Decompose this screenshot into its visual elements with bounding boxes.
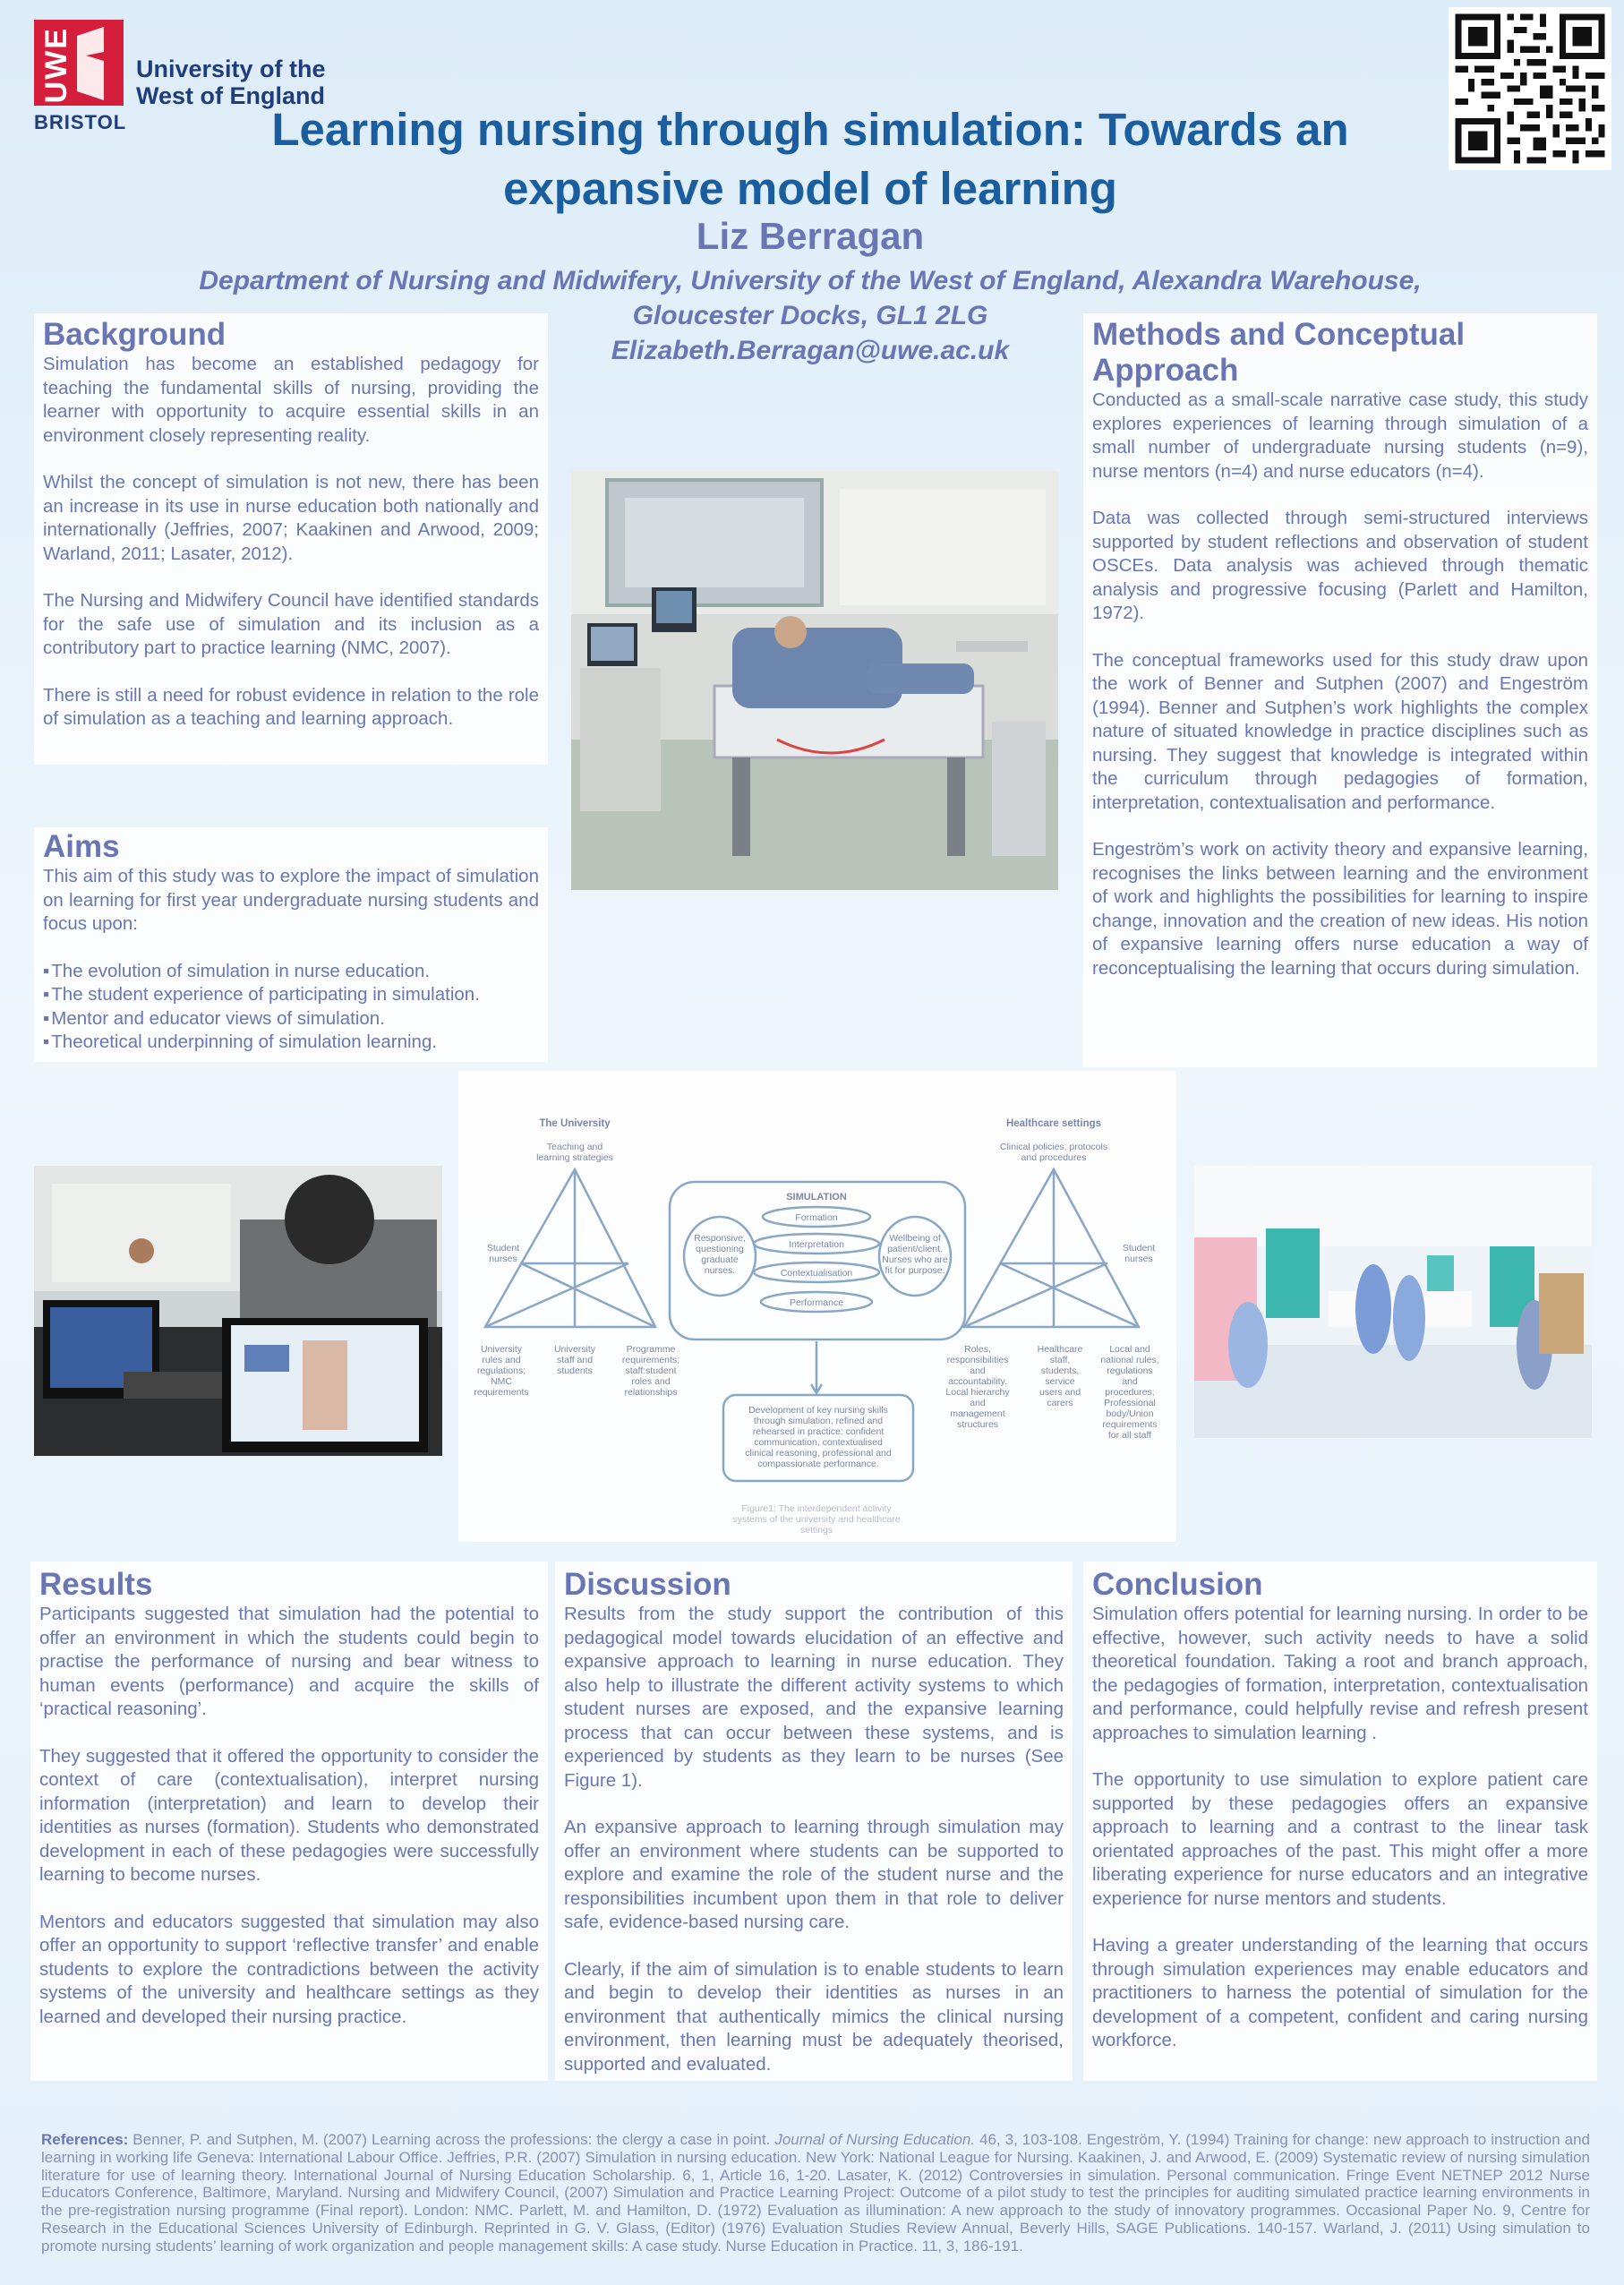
svg-text:nurses.: nurses.	[704, 1265, 736, 1276]
simulation-ward-photo	[571, 471, 1058, 890]
figure-caption: Figure1: The interdependent activity	[741, 1503, 892, 1514]
svg-text:fit for purpose.: fit for purpose.	[885, 1265, 945, 1276]
svg-text:patient/client.: patient/client.	[887, 1244, 943, 1254]
list-item: ▪ The evolution of simulation in nurse education.	[43, 960, 539, 984]
paragraph: Simulation offers potential for learning nursing. In order to be effective, however, such activity needs to have a solid theoretical foundation. Taking a root and branch approach, the pedagogies of formation, interpretation, contextualisation and performance, could helpfully revise and refresh present approaches to simulation learning .	[1092, 1604, 1588, 1743]
svg-text:systems of the university and: systems of the university and healthcare	[732, 1514, 901, 1525]
paragraph: Mentors and educators suggested that simulation may also offer an opportunity to support ‘reflective transfer’ and enable students to explore the contradictions between the activity systems of the university and healthcare settings as they learned and developed their nursing practice.	[39, 1911, 539, 2027]
svg-text:regulations;: regulations;	[476, 1365, 526, 1376]
svg-text:and procedures: and procedures	[1021, 1152, 1087, 1163]
svg-text:carers: carers	[1047, 1398, 1073, 1408]
activity-systems-figure	[458, 1071, 1176, 1542]
svg-text:Wellbeing of: Wellbeing of	[889, 1233, 941, 1244]
svg-text:staff,: staff,	[1049, 1355, 1071, 1365]
svg-text:nurses: nurses	[489, 1254, 517, 1264]
svg-text:staff and: staff and	[556, 1355, 594, 1365]
aims-section	[34, 827, 548, 1062]
paragraph: Data was collected through semi-structured interviews supported by student reflections and observation of student OSCEs. Data analysis was achieved through thematic analysis and progressive focusing (Parlett and Hamilton, 1972).	[1092, 508, 1588, 623]
svg-text:Local and: Local and	[1109, 1344, 1150, 1355]
list-item: ▪ Theoretical underpinning of simulation learning.	[43, 1031, 539, 1055]
paragraph: Results from the study support the contribution of this pedagogical model towards elucidation of an effective and expansive approach to learning in nurse education. They also help to illustrate the different activity systems to which student nurses are exposed, and the expansive learning process that can occur between these systems, and is experienced by students as they learn to be nurses (See Figure 1).	[564, 1604, 1064, 1791]
aims-list	[43, 960, 539, 1055]
svg-text:national rules,: national rules,	[1100, 1355, 1159, 1365]
svg-text:rehearsed in practice: confide: rehearsed in practice: confident	[752, 1426, 885, 1437]
list-item: ▪ The student experience of participating in simulation.	[43, 983, 539, 1007]
logo-mark	[34, 20, 124, 106]
svg-text:students: students	[557, 1365, 593, 1376]
svg-text:requirements: requirements	[474, 1387, 529, 1398]
svg-text:University: University	[480, 1344, 523, 1355]
svg-text:Professional: Professional	[1104, 1398, 1156, 1408]
paragraph: Whilst the concept of simulation is not new, there has been an increase in its use in nurse education both nationally and internationally (Jeffries, 2007; Kaakinen and Arwood, 2009; Warland, 2011; Lasater, 2012).	[43, 472, 539, 564]
svg-text:questioning: questioning	[696, 1244, 744, 1254]
svg-text:settings: settings	[799, 1525, 833, 1536]
svg-text:Performance: Performance	[789, 1297, 844, 1308]
paragraph: The conceptual frameworks used for this study draw upon the work of Benner and Sutphen (2007) and Engeström (1994). Benner and Sutphen’s work highlights the complex nature of situated knowledge in practice disciplines such as nursing. They suggest that knowledge is integrated within the curriculum through pedagogies of formation, interpretation, contextualisation and performance.	[1092, 649, 1588, 813]
figure-label: Healthcare settings	[1005, 1118, 1102, 1129]
paragraph: Clearly, if the aim of simulation is to enable students to learn and begin to develop their identities as nurses in an environment that authentically mimics the clinical nursing environment, then learning must be adequately theorised, supported and evaluated.	[564, 1958, 1064, 2075]
svg-text:Student: Student	[1122, 1243, 1156, 1254]
svg-text:clinical reasoning, profession: clinical reasoning, professional and	[745, 1448, 892, 1459]
paragraph: Simulation has become an established pedagogy for teaching the fundamental skills of nursing, providing the learner with opportunity to acquire essential skills in an environment closely representing reality.	[43, 354, 539, 446]
svg-text:staff:student: staff:student	[625, 1365, 677, 1376]
logo-university-name: University of the West of England	[136, 56, 326, 109]
paragraph: Participants suggested that simulation had the potential to offer an environment in which the students could begin to practise the performance of nursing and bear witness to human events (performance) and acquire the skills of ‘practical reasoning’.	[39, 1604, 539, 1719]
paragraph: This aim of this study was to explore the impact of simulation on learning for first year undergraduate nursing students and focus upon:	[43, 866, 539, 934]
section-heading: Discussion	[564, 1567, 731, 1602]
svg-text:communication, contextualised: communication, contextualised	[754, 1437, 883, 1448]
paragraph: The Nursing and Midwifery Council have identified standards for the safe use of simulation and its inclusion as a contributory part to practice learning (NMC, 2007).	[43, 590, 539, 658]
svg-text:roles and: roles and	[631, 1376, 671, 1387]
svg-text:structures: structures	[956, 1419, 999, 1430]
logo-mark-text: UWE	[39, 27, 73, 104]
list-item: ▪ Mentor and educator views of simulation.	[43, 1007, 539, 1031]
svg-text:University: University	[553, 1344, 596, 1355]
paragraph: There is still a need for robust evidence in relation to the role of simulation as a teaching and learning approach.	[43, 684, 539, 729]
svg-text:SIMULATION: SIMULATION	[786, 1192, 847, 1202]
discussion-section	[555, 1562, 1073, 2081]
svg-text:learning strategies: learning strategies	[536, 1152, 613, 1163]
svg-text:Local hierarchy: Local hierarchy	[945, 1387, 1010, 1398]
svg-text:Programme: Programme	[626, 1344, 676, 1355]
svg-text:management: management	[950, 1408, 1005, 1419]
results-section	[30, 1562, 548, 2081]
author-name: Liz Berragan	[696, 215, 925, 257]
svg-text:nurses: nurses	[1124, 1254, 1153, 1264]
paragraph: The opportunity to use simulation to explore patient care supported by these pedagogies offers an expansive approach to learning and a contrast to the linear task orientated approaches of the past. This might offer a more liberating experience for nurse educators and an integrative experience for nurse mentors and students.	[1092, 1769, 1588, 1909]
paragraph: An expansive approach to learning through simulation may offer an environment where students can be supported to explore and examine the role of the student nurse and the responsibilities incumbent upon them in that role to deliver safe, evidence-based nursing care.	[564, 1817, 1064, 1932]
svg-text:body/Union: body/Union	[1106, 1408, 1154, 1419]
methods-section	[1083, 313, 1597, 1067]
svg-text:Nurses who are: Nurses who are	[882, 1254, 948, 1265]
svg-text:users and: users and	[1039, 1387, 1081, 1398]
svg-text:regulations: regulations	[1107, 1365, 1153, 1376]
section-heading: Background	[43, 317, 227, 352]
svg-text:procedures;: procedures;	[1105, 1387, 1155, 1398]
svg-text:compassionate performance.: compassionate performance.	[757, 1459, 879, 1469]
paragraph: Having a greater understanding of the learning that occurs through simulation experiences may enable educators and practitioners to harness the potential of simulation for the development of a competent, confident and caring nursing workforce.	[1092, 1935, 1588, 2050]
figure-label: The University	[539, 1118, 611, 1129]
svg-text:Teaching and: Teaching and	[546, 1142, 603, 1152]
svg-text:rules and: rules and	[482, 1355, 521, 1365]
logo-city: BRISTOL	[34, 111, 127, 133]
simulation-control-room-photo	[34, 1166, 442, 1456]
svg-text:Student: Student	[486, 1243, 520, 1254]
svg-text:graduate: graduate	[701, 1254, 739, 1265]
section-heading: Conclusion	[1092, 1567, 1263, 1602]
paragraph: Conducted as a small-scale narrative case study, this study explores experiences of learning through simulation of a small number of undergraduate nursing students (n=9), nurse mentors (n=4) and nurse educators (n=4).	[1092, 389, 1588, 482]
svg-text:Development of key nursing ski: Development of key nursing skills	[748, 1405, 888, 1416]
svg-text:students,: students,	[1040, 1365, 1080, 1376]
svg-text:and: and	[970, 1398, 986, 1408]
conclusion-section	[1083, 1562, 1597, 2081]
svg-text:Healthcare: Healthcare	[1037, 1344, 1083, 1355]
svg-text:service: service	[1045, 1376, 1075, 1387]
svg-text:Roles,: Roles,	[964, 1344, 991, 1355]
author-affiliation: Department of Nursing and Midwifery, University of the West of England, Alexandra Warehouse, Gloucester Docks, GL1 2LG Elizabeth.Berragan@uwe.ac.uk	[116, 263, 1504, 368]
references: References: Benner, P. and Sutphen, M. (2007) Learning across the professions: the clergy a case in point. Journal of Nursing Education. 46, 3, 103-108. Engeström, Y. (1994) Training for change: new approach to instruction and learning in working life Geneva: International Labour Office. Jeffries, P.R. (2007) Simulation in nursing education. New York: National League for Nursing. Kaakinen, J. and Arwood, E. (2009) Systematic review of nursing simulation literature for use of learning theory. International Journal of Nursing Education Scholarship. 6, 1, Article 16, 1-20. Lasater, K. (2012) Controversies in simulation. Personal communication. Fringe Event NETNEP 2012 Nurse Educators Conference, Baltimore, Maryland. Nursing and Midwifery Council, (2007) Simulation and Practice Learning Project: Outcome of a pilot study to test the principles for auditing simulated practice learning environments in the pre-registration nursing programme (Final report). London: NMC. Parlett, M. and Hamilton, D. (1972) Evaluation as illumination: A new approach to the study of innovatory programmes. Occasional Paper No. 9, Centre for Research in the Educational Sciences University of Edinburgh. Reprinted in G. V. Glass, (Editor) (1976) Evaluation Studies Review Annual, Beverly Hills, SAGE Publications. 140-157. Warland, J. (2011) Using simulation to promote nursing students’ learning of work organization and people management skills: A case study. Nurse Education in Practice. 11, 3, 186-191.	[41, 2131, 1591, 2255]
svg-text:NMC: NMC	[491, 1376, 512, 1387]
svg-text:through simulation, refined an: through simulation, refined and	[753, 1416, 884, 1426]
svg-text:and: and	[1122, 1376, 1138, 1387]
paragraph: Engeström’s work on activity theory and expansive learning, recognises the links between learning and the environment of work and highlights the possibilities for learning to inspire change, innovation and the creation of new ideas. His notion of expansive learning offers nurse education a way of reconceptualising the learning that occurs during simulation.	[1092, 839, 1588, 979]
svg-text:and: and	[970, 1365, 986, 1376]
background-section	[34, 313, 548, 765]
references-label: References:	[41, 2131, 129, 2148]
paragraph: They suggested that it offered the opportunity to consider the context of care (contextualisation), interpret nursing information (interpretation) and learn to develop their identities as nurses (formation). Students who demonstrated development in each of these pedagogies were successfully learning to become nurses.	[39, 1745, 539, 1885]
svg-text:responsibilities: responsibilities	[946, 1355, 1009, 1365]
qr-code-icon[interactable]	[1449, 7, 1611, 170]
section-heading: Results	[39, 1567, 153, 1602]
section-heading: Methods and Conceptual Approach	[1092, 317, 1466, 388]
svg-text:for all staff: for all staff	[1107, 1430, 1152, 1441]
svg-text:Interpretation: Interpretation	[789, 1239, 844, 1250]
svg-text:requirements;: requirements;	[621, 1355, 680, 1365]
svg-text:Responsive,: Responsive,	[694, 1233, 746, 1244]
author-email[interactable]: Elizabeth.Berragan@uwe.ac.uk	[611, 336, 1010, 365]
svg-text:Contextualisation: Contextualisation	[780, 1268, 853, 1279]
svg-text:accountability.: accountability.	[948, 1376, 1007, 1387]
svg-text:Formation: Formation	[795, 1212, 838, 1223]
section-heading: Aims	[43, 829, 120, 864]
svg-text:requirements: requirements	[1102, 1419, 1158, 1430]
svg-text:relationships: relationships	[624, 1387, 678, 1398]
svg-text:Clinical policies, protocols: Clinical policies, protocols	[999, 1142, 1108, 1152]
hospital-ward-photo	[1194, 1166, 1592, 1438]
poster-title: Learning nursing through simulation: Towards an expansive model of learning	[271, 104, 1349, 214]
